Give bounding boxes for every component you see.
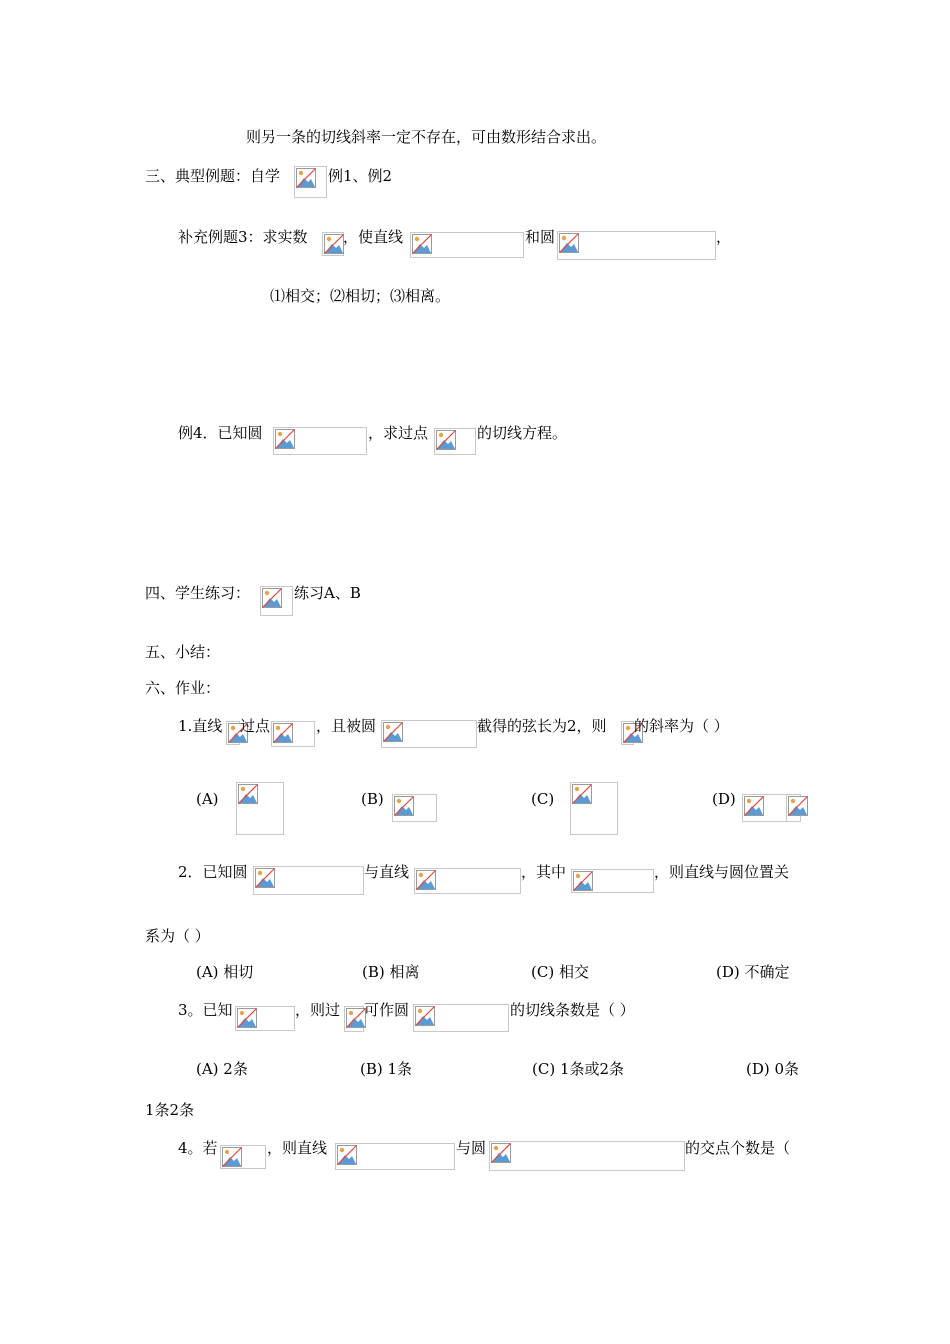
text-span: 和圆 bbox=[525, 228, 556, 246]
image-placeholder bbox=[335, 1143, 455, 1170]
option-label: (D) bbox=[712, 790, 736, 808]
text-line: ⑴相交；⑵相切；⑶相离。 bbox=[270, 287, 451, 305]
text-span: 练习A、B bbox=[294, 584, 361, 602]
image-placeholder bbox=[235, 1006, 295, 1031]
image-placeholder bbox=[434, 428, 476, 455]
option-label: (B) bbox=[361, 790, 384, 808]
image-placeholder bbox=[253, 866, 364, 895]
option-label: (D) 0条 bbox=[746, 1060, 800, 1078]
option-label: (A) bbox=[196, 790, 219, 808]
section-title: 三、典型例题：自学 bbox=[145, 167, 281, 185]
text-span: 例1、例2 bbox=[328, 167, 393, 185]
text-span: ，求过点 bbox=[368, 424, 429, 442]
section-title: 四、学生练习： bbox=[145, 584, 251, 602]
text-span: 2．已知圆 bbox=[178, 863, 248, 881]
image-placeholder bbox=[294, 166, 327, 198]
image-placeholder bbox=[571, 869, 654, 893]
text-span: 与圆 bbox=[456, 1139, 487, 1157]
image-placeholder bbox=[414, 868, 521, 894]
text-span: 1.直线 bbox=[178, 717, 223, 735]
text-span: ，使直线 bbox=[343, 228, 404, 246]
image-placeholder bbox=[742, 794, 787, 822]
text-span: ， bbox=[716, 228, 732, 246]
text-span: ，其中 bbox=[521, 863, 567, 881]
text-span: ，则直线与圆位置关 bbox=[654, 863, 790, 881]
image-placeholder bbox=[271, 721, 315, 747]
option-label: (B) 相离 bbox=[362, 963, 420, 981]
option-label: (C) bbox=[531, 790, 555, 808]
image-placeholder bbox=[260, 586, 293, 616]
text-span: ，则直线 bbox=[267, 1139, 328, 1157]
image-placeholder bbox=[322, 232, 344, 256]
image-placeholder bbox=[220, 1145, 266, 1169]
option-label: (A) 相切 bbox=[196, 963, 254, 981]
text-line: 则另一条的切线斜率一定不存在，可由数形结合求出。 bbox=[246, 128, 607, 146]
text-span: ，且被圆 bbox=[316, 717, 377, 735]
text-line: 1条2条 bbox=[145, 1101, 195, 1119]
image-placeholder bbox=[489, 1141, 685, 1171]
image-placeholder bbox=[570, 782, 618, 835]
text-span: 可作圆 bbox=[364, 1001, 410, 1019]
image-placeholder bbox=[273, 427, 367, 455]
image-placeholder bbox=[557, 231, 716, 260]
text-span: 与直线 bbox=[364, 863, 410, 881]
text-span: 的斜率为（ ） bbox=[634, 717, 729, 735]
image-placeholder bbox=[236, 782, 284, 835]
option-label: (C) 相交 bbox=[531, 963, 589, 981]
text-line: 系为（ ） bbox=[145, 927, 210, 945]
section-title: 五、小结： bbox=[145, 643, 221, 661]
text-span: ，则过 bbox=[295, 1001, 341, 1019]
text-span: 3。已知 bbox=[178, 1001, 233, 1019]
image-placeholder bbox=[392, 794, 437, 822]
image-placeholder bbox=[381, 720, 477, 748]
image-placeholder bbox=[621, 721, 634, 745]
text-span: 的切线条数是（ ） bbox=[510, 1001, 635, 1019]
text-span: 例4．已知圆 bbox=[178, 424, 263, 442]
option-label: (D) 不确定 bbox=[716, 963, 790, 981]
image-placeholder bbox=[226, 721, 240, 745]
text-span: 的交点个数是（ bbox=[685, 1139, 791, 1157]
text-span: 4。若 bbox=[178, 1139, 218, 1157]
image-placeholder bbox=[413, 1004, 509, 1032]
text-span: 截得的弦长为2，则 bbox=[477, 717, 607, 735]
text-span: 的切线方程。 bbox=[477, 424, 568, 442]
text-span: 过点 bbox=[240, 717, 271, 735]
section-title: 六、作业： bbox=[145, 679, 221, 697]
option-label: (A) 2条 bbox=[196, 1060, 248, 1078]
option-label: (C) 1条或2条 bbox=[532, 1060, 625, 1078]
image-placeholder bbox=[344, 1006, 364, 1032]
text-span: 补充例题3：求实数 bbox=[178, 228, 308, 246]
option-label: (B) 1条 bbox=[360, 1060, 413, 1078]
image-placeholder bbox=[786, 794, 801, 822]
image-placeholder bbox=[410, 232, 524, 258]
